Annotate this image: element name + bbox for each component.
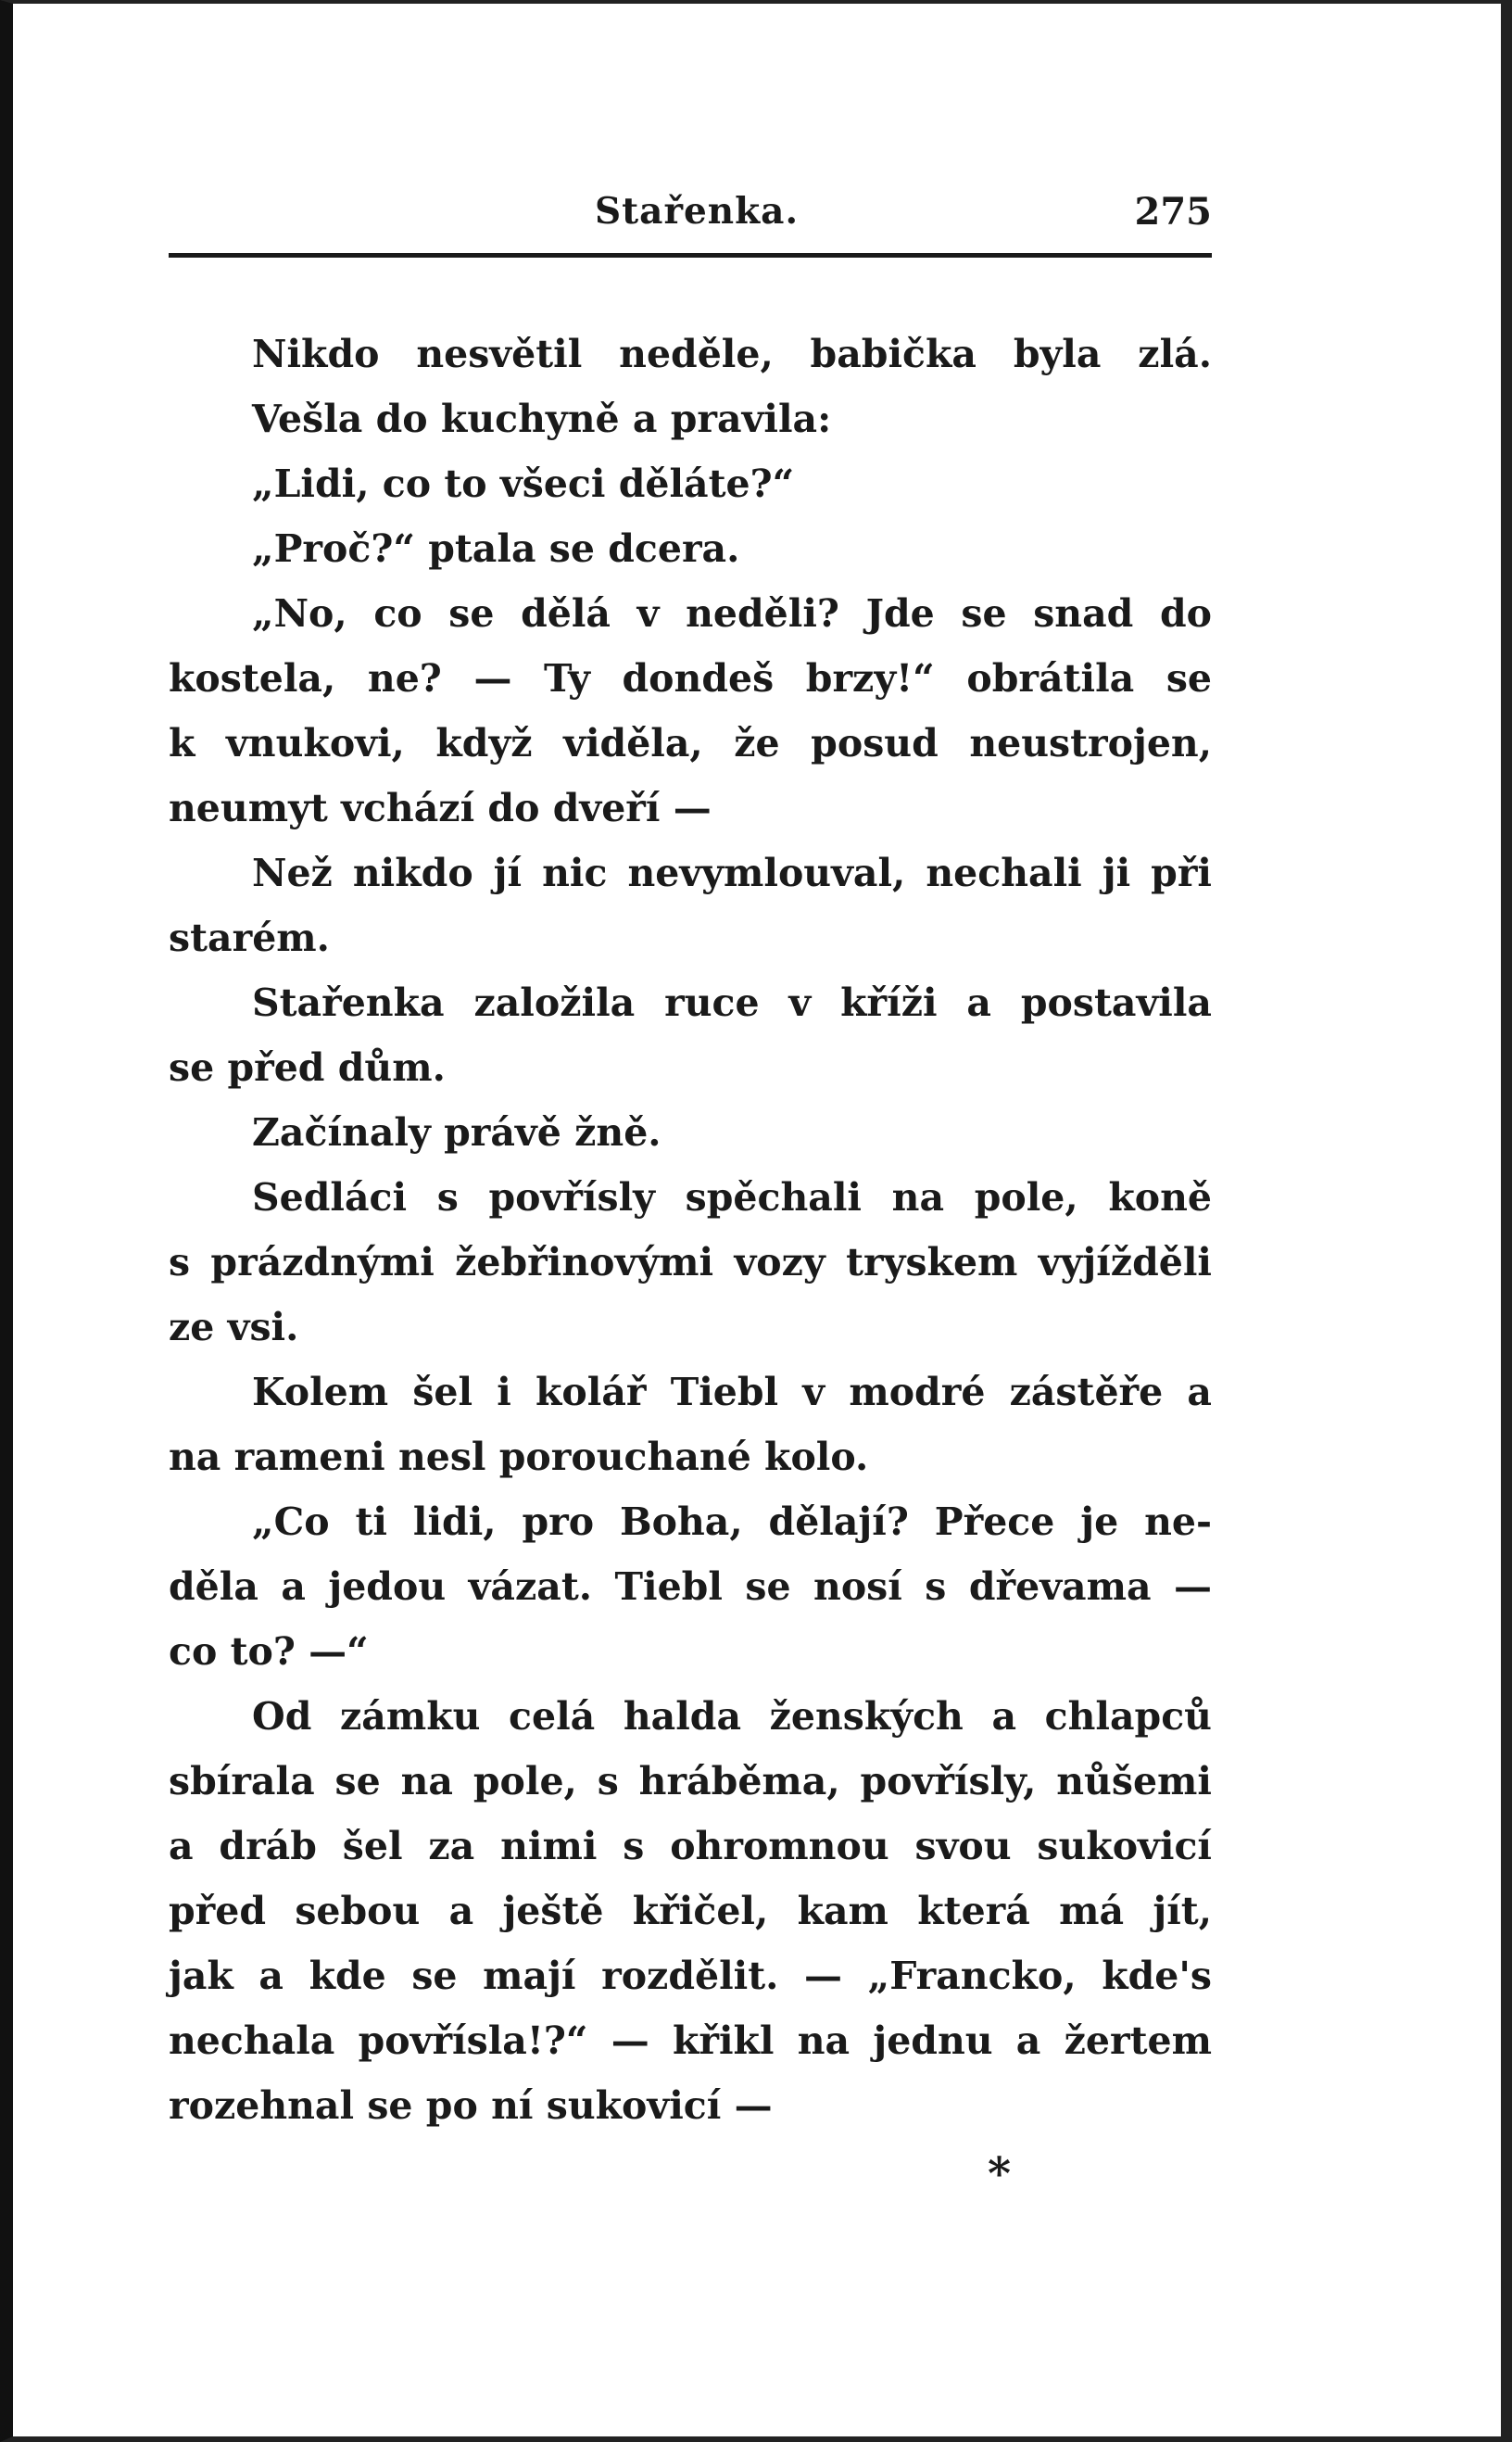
text-line: „Co ti lidi, pro Boha, dělají? Přece je ne- — [252, 1499, 1212, 1544]
section-ornament: * — [988, 2148, 1012, 2200]
text-line: starém. — [169, 916, 330, 960]
header-rule — [169, 253, 1212, 258]
text-line: jak a kde se mají rozdělit. — „Francko, kde's — [169, 1954, 1212, 1998]
text-line: Vešla do kuchyně a pravila: — [252, 397, 832, 441]
text-line: se před dům. — [169, 1045, 446, 1090]
text-line: neumyt vchází do dveří — — [169, 786, 712, 830]
text-line: děla a jedou vázat. Tiebl se nosí s dřevama — — [169, 1564, 1212, 1609]
text-line: Nikdo nesvětil neděle, babička byla zlá. — [252, 332, 1212, 376]
text-line: na rameni nesl porouchané kolo. — [169, 1435, 869, 1479]
text-line: Stařenka založila ruce v kříži a postavila — [252, 981, 1212, 1025]
text-line: kostela, ne? — Ty dondeš brzy!“ obrátila se — [169, 656, 1212, 701]
text-line: co to? —“ — [169, 1629, 369, 1674]
text-line: „No, co se dělá v neděli? Jde se snad do — [252, 591, 1212, 636]
page-number: 275 — [1134, 190, 1212, 234]
text-line: s prázdnými žebřinovými vozy tryskem vyjížděli — [169, 1240, 1212, 1284]
body-text — [169, 322, 1212, 2138]
text-line: nechala povřísla!?“ — křikl na jednu a žertem — [169, 2018, 1212, 2063]
text-line: ze vsi. — [169, 1305, 299, 1349]
text-line: Sedláci s povřísly spěchali na pole, koně — [252, 1175, 1212, 1220]
text-line: rozehnal se po ní sukovicí — — [169, 2083, 773, 2128]
text-line: „Proč?“ ptala se dcera. — [252, 526, 740, 571]
text-line: před sebou a ještě křičel, kam která má jít, — [169, 1889, 1212, 1933]
text-line: Než nikdo jí nic nevymlouval, nechali ji při — [252, 851, 1212, 895]
text-line: „Lidi, co to všeci děláte?“ — [252, 462, 795, 506]
text-line: k vnukovi, když viděla, že posud neustrojen, — [169, 721, 1212, 765]
text-line: a dráb šel za nimi s ohromnou svou sukovicí — [169, 1824, 1212, 1868]
text-line: Začínaly právě žně. — [252, 1110, 662, 1155]
text-line: sbírala se na pole, s hráběma, povřísly, nůšemi — [169, 1759, 1212, 1803]
text-line: Od zámku celá halda ženských a chlapců — [252, 1694, 1212, 1739]
running-title: Stařenka. — [595, 190, 800, 233]
text-line: Kolem šel i kolář Tiebl v modré zástěře a — [252, 1370, 1212, 1414]
page-header — [169, 190, 1212, 246]
